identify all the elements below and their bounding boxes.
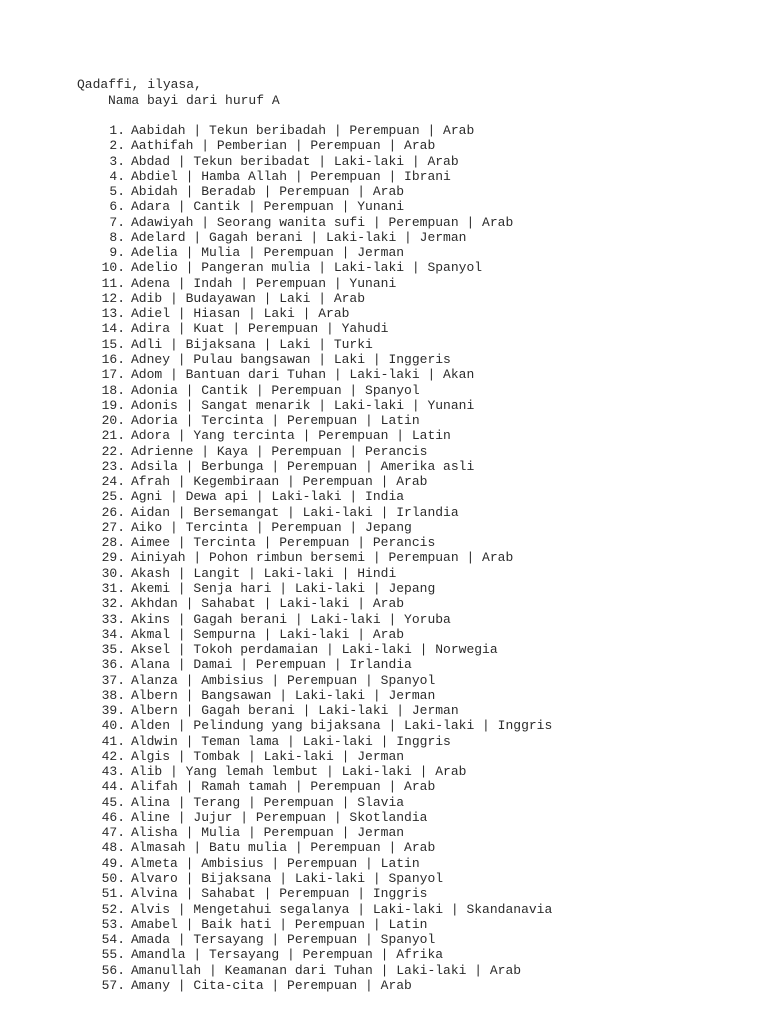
list-item-text: Adib | Budayawan | Laki | Arab: [131, 290, 366, 306]
list-item: [0, 825, 768, 840]
list-item-number: 30.: [101, 565, 125, 581]
list-item-text: Amandla | Tersayang | Perempuan | Afrika: [131, 947, 444, 963]
list-item-text: Adom | Bantuan dari Tuhan | Laki-laki | Akan: [131, 367, 475, 383]
list-item: [0, 474, 768, 489]
list-item-text: Adena | Indah | Perempuan | Yunani: [131, 275, 397, 291]
list-item-text: Alvaro | Bijaksana | Laki-laki | Spanyol: [131, 871, 444, 887]
list-item: [0, 764, 768, 779]
list-item: [0, 428, 768, 443]
list-item-text: Albern | Gagah berani | Laki-laki | Jerman: [131, 703, 459, 719]
author-line: Qadaffi, ilyasa,: [77, 77, 202, 92]
list-item-text: Aksel | Tokoh perdamaian | Laki-laki | Norwegia: [131, 642, 498, 658]
list-item: [0, 703, 768, 718]
list-item: [0, 581, 768, 596]
list-item-text: Akins | Gagah berani | Laki-laki | Yoruba: [131, 611, 451, 627]
list-item-number: 48.: [101, 840, 125, 856]
list-item-text: Alvis | Mengetahui segalanya | Laki-laki | Skandanavia: [131, 901, 553, 917]
list-item-number: 14.: [101, 321, 125, 337]
list-item-number: 55.: [101, 947, 125, 963]
list-item: [0, 260, 768, 275]
list-item: [0, 856, 768, 871]
list-item-number: 37.: [101, 672, 125, 688]
list-item: [0, 795, 768, 810]
list-item-text: Adli | Bijaksana | Laki | Turki: [131, 336, 373, 352]
list-item-number: 18.: [101, 382, 125, 398]
list-item: [0, 383, 768, 398]
list-item-text: Amanullah | Keamanan dari Tuhan | Laki-laki | Arab: [131, 962, 522, 978]
list-item-text: Aldwin | Teman lama | Laki-laki | Inggris: [131, 733, 451, 749]
list-item-number: 25.: [101, 489, 125, 505]
list-item-text: Almeta | Ambisius | Perempuan | Latin: [131, 855, 420, 871]
list-item-text: Adelia | Mulia | Perempuan | Jerman: [131, 245, 405, 261]
list-item-number: 54.: [101, 932, 125, 948]
list-item-text: Alina | Terang | Perempuan | Slavia: [131, 794, 405, 810]
list-item: [0, 352, 768, 367]
list-item: [0, 963, 768, 978]
list-item: [0, 337, 768, 352]
list-item: [0, 596, 768, 611]
list-item: [0, 734, 768, 749]
list-item-number: 1.: [109, 123, 125, 138]
list-item: [0, 154, 768, 169]
list-item-text: Adsila | Berbunga | Perempuan | Amerika asli: [131, 458, 475, 474]
list-item: [0, 184, 768, 199]
list-item: [0, 306, 768, 321]
list-item-text: Adawiyah | Seorang wanita sufi | Perempuan | Arab: [131, 214, 514, 230]
list-item-number: 45.: [101, 794, 125, 810]
list-item-text: Aathifah | Pemberian | Perempuan | Arab: [131, 138, 436, 154]
list-item-text: Aidan | Bersemangat | Laki-laki | Irlandia: [131, 504, 459, 520]
list-item: [0, 978, 768, 993]
list-item: [0, 245, 768, 260]
list-item-text: Abdad | Tekun beribadat | Laki-laki | Arab: [131, 153, 459, 169]
list-item: [0, 138, 768, 153]
list-item: [0, 535, 768, 550]
list-item: [0, 871, 768, 886]
list-item-text: Amany | Cita-cita | Perempuan | Arab: [131, 977, 412, 993]
list-item-number: 28.: [101, 535, 125, 551]
list-item: [0, 947, 768, 962]
list-item-text: Aiko | Tercinta | Perempuan | Jepang: [131, 519, 412, 535]
list-item: [0, 810, 768, 825]
list-item: [0, 627, 768, 642]
list-item-number: 43.: [101, 764, 125, 780]
list-item-text: Adrienne | Kaya | Perempuan | Perancis: [131, 443, 428, 459]
list-item-text: Abdiel | Hamba Allah | Perempuan | Ibrani: [131, 168, 451, 184]
list-item-number: 33.: [101, 611, 125, 627]
list-item-number: 10.: [101, 260, 125, 276]
list-item-number: 44.: [101, 779, 125, 795]
list-item-number: 2.: [109, 138, 125, 154]
list-item-number: 36.: [101, 657, 125, 673]
list-item-number: 12.: [101, 290, 125, 306]
list-item-text: Amabel | Baik hati | Perempuan | Latin: [131, 916, 428, 932]
list-item: [0, 199, 768, 214]
list-item-text: Alib | Yang lemah lembut | Laki-laki | Arab: [131, 764, 467, 780]
list-item: [0, 550, 768, 565]
list-item-number: 29.: [101, 550, 125, 566]
list-item-number: 56.: [101, 962, 125, 978]
list-item-number: 27.: [101, 519, 125, 535]
list-item-text: Afrah | Kegembiraan | Perempuan | Arab: [131, 474, 428, 490]
list-item-number: 15.: [101, 336, 125, 352]
list-item-number: 31.: [101, 580, 125, 596]
list-item-text: Alvina | Sahabat | Perempuan | Inggris: [131, 886, 428, 902]
list-item: [0, 612, 768, 627]
list-item-number: 21.: [101, 428, 125, 444]
list-item-text: Adonia | Cantik | Perempuan | Spanyol: [131, 382, 420, 398]
list-item-number: 19.: [101, 397, 125, 413]
list-item: [0, 520, 768, 535]
list-item-number: 32.: [101, 596, 125, 612]
list-item-text: Akemi | Senja hari | Laki-laki | Jepang: [131, 580, 436, 596]
list-item-number: 50.: [101, 871, 125, 887]
list-item: [0, 505, 768, 520]
list-item-text: Akash | Langit | Laki-laki | Hindi: [131, 565, 397, 581]
list-item-text: Albern | Bangsawan | Laki-laki | Jerman: [131, 687, 436, 703]
list-item-number: 3.: [109, 153, 125, 169]
list-item-text: Adoria | Tercinta | Perempuan | Latin: [131, 413, 420, 429]
list-item-text: Alana | Damai | Perempuan | Irlandia: [131, 657, 412, 673]
list-item-number: 39.: [101, 703, 125, 719]
list-item-number: 13.: [101, 306, 125, 322]
list-item-text: Adiel | Hiasan | Laki | Arab: [131, 306, 350, 322]
list-item-text: Adora | Yang tercinta | Perempuan | Latin: [131, 428, 451, 444]
list-item-text: Adelard | Gagah berani | Laki-laki | Jerman: [131, 229, 467, 245]
list-item-text: Alanza | Ambisius | Perempuan | Spanyol: [131, 672, 436, 688]
list-item: [0, 367, 768, 382]
list-item-text: Abidah | Beradab | Perempuan | Arab: [131, 184, 405, 200]
list-item: [0, 657, 768, 672]
list-item-number: 40.: [101, 718, 125, 734]
list-item-text: Adney | Pulau bangsawan | Laki | Inggeris: [131, 351, 451, 367]
list-item: [0, 642, 768, 657]
list-item-text: Akmal | Sempurna | Laki-laki | Arab: [131, 626, 405, 642]
list-item-text: Algis | Tombak | Laki-laki | Jerman: [131, 748, 405, 764]
list-item: [0, 398, 768, 413]
list-item-number: 22.: [101, 443, 125, 459]
list-item-number: 35.: [101, 642, 125, 658]
list-item-text: Adara | Cantik | Perempuan | Yunani: [131, 199, 405, 215]
list-item: [0, 489, 768, 504]
list-item-text: Alifah | Ramah tamah | Perempuan | Arab: [131, 779, 436, 795]
list-item: [0, 749, 768, 764]
list-item-number: 7.: [109, 214, 125, 230]
list-item-number: 4.: [109, 168, 125, 184]
list-item-text: Aline | Jujur | Perempuan | Skotlandia: [131, 809, 428, 825]
list-item-number: 20.: [101, 413, 125, 429]
list-item-text: Ainiyah | Pohon rimbun bersemi | Perempuan | Arab: [131, 550, 514, 566]
name-list: [0, 123, 768, 993]
list-item-text: Adelio | Pangeran mulia | Laki-laki | Spanyol: [131, 260, 483, 276]
list-item-text: Akhdan | Sahabat | Laki-laki | Arab: [131, 596, 405, 612]
list-item: [0, 123, 768, 138]
list-item-number: 9.: [109, 245, 125, 261]
list-item: [0, 321, 768, 336]
list-item: [0, 291, 768, 306]
list-item-text: Alden | Pelindung yang bijaksana | Laki-laki | Inggris: [131, 718, 553, 734]
list-item-text: Agni | Dewa api | Laki-laki | India: [131, 489, 405, 505]
list-item-number: 47.: [101, 825, 125, 841]
list-item-number: 42.: [101, 748, 125, 764]
list-item-number: 26.: [101, 504, 125, 520]
list-item-number: 24.: [101, 474, 125, 490]
list-item: [0, 169, 768, 184]
list-item-number: 57.: [101, 977, 125, 993]
list-item-number: 5.: [109, 184, 125, 200]
list-item-number: 46.: [101, 809, 125, 825]
list-item: [0, 779, 768, 794]
list-item-number: 23.: [101, 458, 125, 474]
list-item: [0, 902, 768, 917]
list-item: [0, 215, 768, 230]
list-item: [0, 840, 768, 855]
list-item-text: Aimee | Tercinta | Perempuan | Perancis: [131, 535, 436, 551]
list-item: [0, 886, 768, 901]
list-item-text: Alisha | Mulia | Perempuan | Jerman: [131, 825, 405, 841]
list-item-number: 11.: [101, 275, 125, 291]
document-subtitle: Nama bayi dari huruf A: [108, 93, 280, 108]
list-item-number: 16.: [101, 351, 125, 367]
list-item-text: Adira | Kuat | Perempuan | Yahudi: [131, 321, 389, 337]
list-item: [0, 413, 768, 428]
list-item: [0, 444, 768, 459]
list-item-text: Adonis | Sangat menarik | Laki-laki | Yunani: [131, 397, 475, 413]
list-item-number: 17.: [101, 367, 125, 383]
list-item-number: 6.: [109, 199, 125, 215]
list-item: [0, 673, 768, 688]
list-item-number: 41.: [101, 733, 125, 749]
list-item: [0, 718, 768, 733]
list-item: [0, 276, 768, 291]
list-item-text: Almasah | Batu mulia | Perempuan | Arab: [131, 840, 436, 856]
list-item-number: 52.: [101, 901, 125, 917]
list-item: [0, 230, 768, 245]
list-item-text: Aabidah | Tekun beribadah | Perempuan | Arab: [131, 123, 475, 138]
list-item: [0, 917, 768, 932]
list-item-number: 49.: [101, 855, 125, 871]
list-item-number: 53.: [101, 916, 125, 932]
list-item-number: 38.: [101, 687, 125, 703]
list-item: [0, 459, 768, 474]
list-item: [0, 566, 768, 581]
list-item-number: 51.: [101, 886, 125, 902]
list-item: [0, 688, 768, 703]
list-item-number: 34.: [101, 626, 125, 642]
list-item-number: 8.: [109, 229, 125, 245]
list-item: [0, 932, 768, 947]
list-item-text: Amada | Tersayang | Perempuan | Spanyol: [131, 932, 436, 948]
